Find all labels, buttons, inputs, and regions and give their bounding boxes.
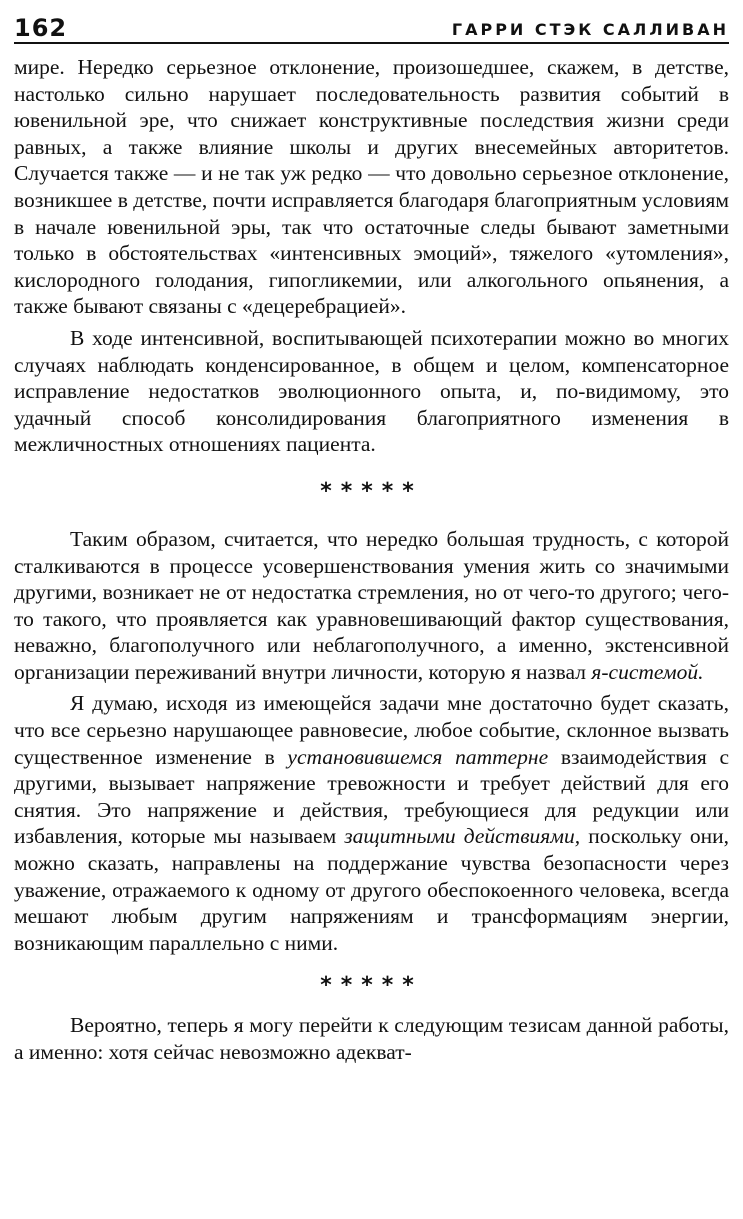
paragraph-3-text: Таким образом, считается, что нередко большая трудность, с которой сталкиваются в процессе усовершенствования умения жить со значимыми другими, возникает не от недостатка стремления, но от чего-то другого; чего-то такого, что проявляется как уравновешивающий фактор существования, неважно, благополучного или неблагополучного, а именно, экстенсивной организации переживаний внутри личности, которую я назвал — [14, 526, 729, 684]
paragraph-2: В ходе интенсивной, воспитывающей психотерапии можно во многих случаях наблюдать конденсированное, в общем и целом, компенсаторное исправление недостатков эволюционного опыта, и, по-видимому, это удачный способ консолидирования благоприятного изменения в межличностных отношениях пациента. — [14, 325, 729, 457]
running-head — [14, 10, 729, 44]
paragraph-3-italic: я-системой. — [591, 659, 704, 684]
section-separator: ***** — [320, 973, 423, 999]
paragraph-4-text-middle: взаимодействия с другими, вызывает напряжение тревожности и требует действий для его снятия. Это напряжение и действия, требующиеся для редукции или избавления, которые мы называем — [14, 744, 729, 849]
paragraph-5: Вероятно, теперь я могу перейти к следующим тезисам данной работы, а именно: хотя сейчас невозможно адекват- — [14, 1013, 729, 1064]
paragraph-4-italic-2: защитными действиями, — [344, 824, 581, 849]
running-title: ГАРРИ СТЭК САЛЛИВАН — [451, 20, 729, 39]
paragraph-4-text-end: поскольку они, можно сказать, направлены на поддержание чувства безопасности через уважение, отражаемого к одному от другого обеспокоенного человека, всегда мешают любым другим напряжениям и трансформациям энергии, возникающим параллельно с ними. — [14, 824, 730, 955]
page-number: 162 — [14, 14, 68, 42]
paragraph-3 — [14, 526, 729, 686]
paragraph-4-text-start: Я думаю, исходя из имеющейся задачи мне достаточно будет сказать, что все серьезно нарушающее равновесие, любое событие, склонное вызвать существенное изменение в — [14, 691, 729, 769]
paragraph-1: мире. Нередко серьезное отклонение, произошедшее, скажем, в детстве, настолько сильно нарушает последовательность развития событий в ювенильной эре, что снижает конструктивные последствия жизни среди равных, а также влияние школы и других внесемейных авторитетов. Случается также — и не так уж редко — что довольно серьезное отклонение, возникшее в детстве, почти исправляется благодаря благоприятным условиям в начале ювенильной эры, так что остаточные следы бывают заметными только в обстоятельствах «интенсивных эмоций», тяжелого «утомления», кислородного голодания, гипогликемии, или алкогольного опьянения, а также бывают связаны с «децеребрацией». — [14, 55, 729, 319]
body-text — [14, 54, 729, 1066]
section-separator: ***** — [320, 478, 423, 504]
paragraph-4 — [14, 690, 729, 956]
paragraph-4-italic-1: установившемся паттерне — [287, 744, 549, 769]
